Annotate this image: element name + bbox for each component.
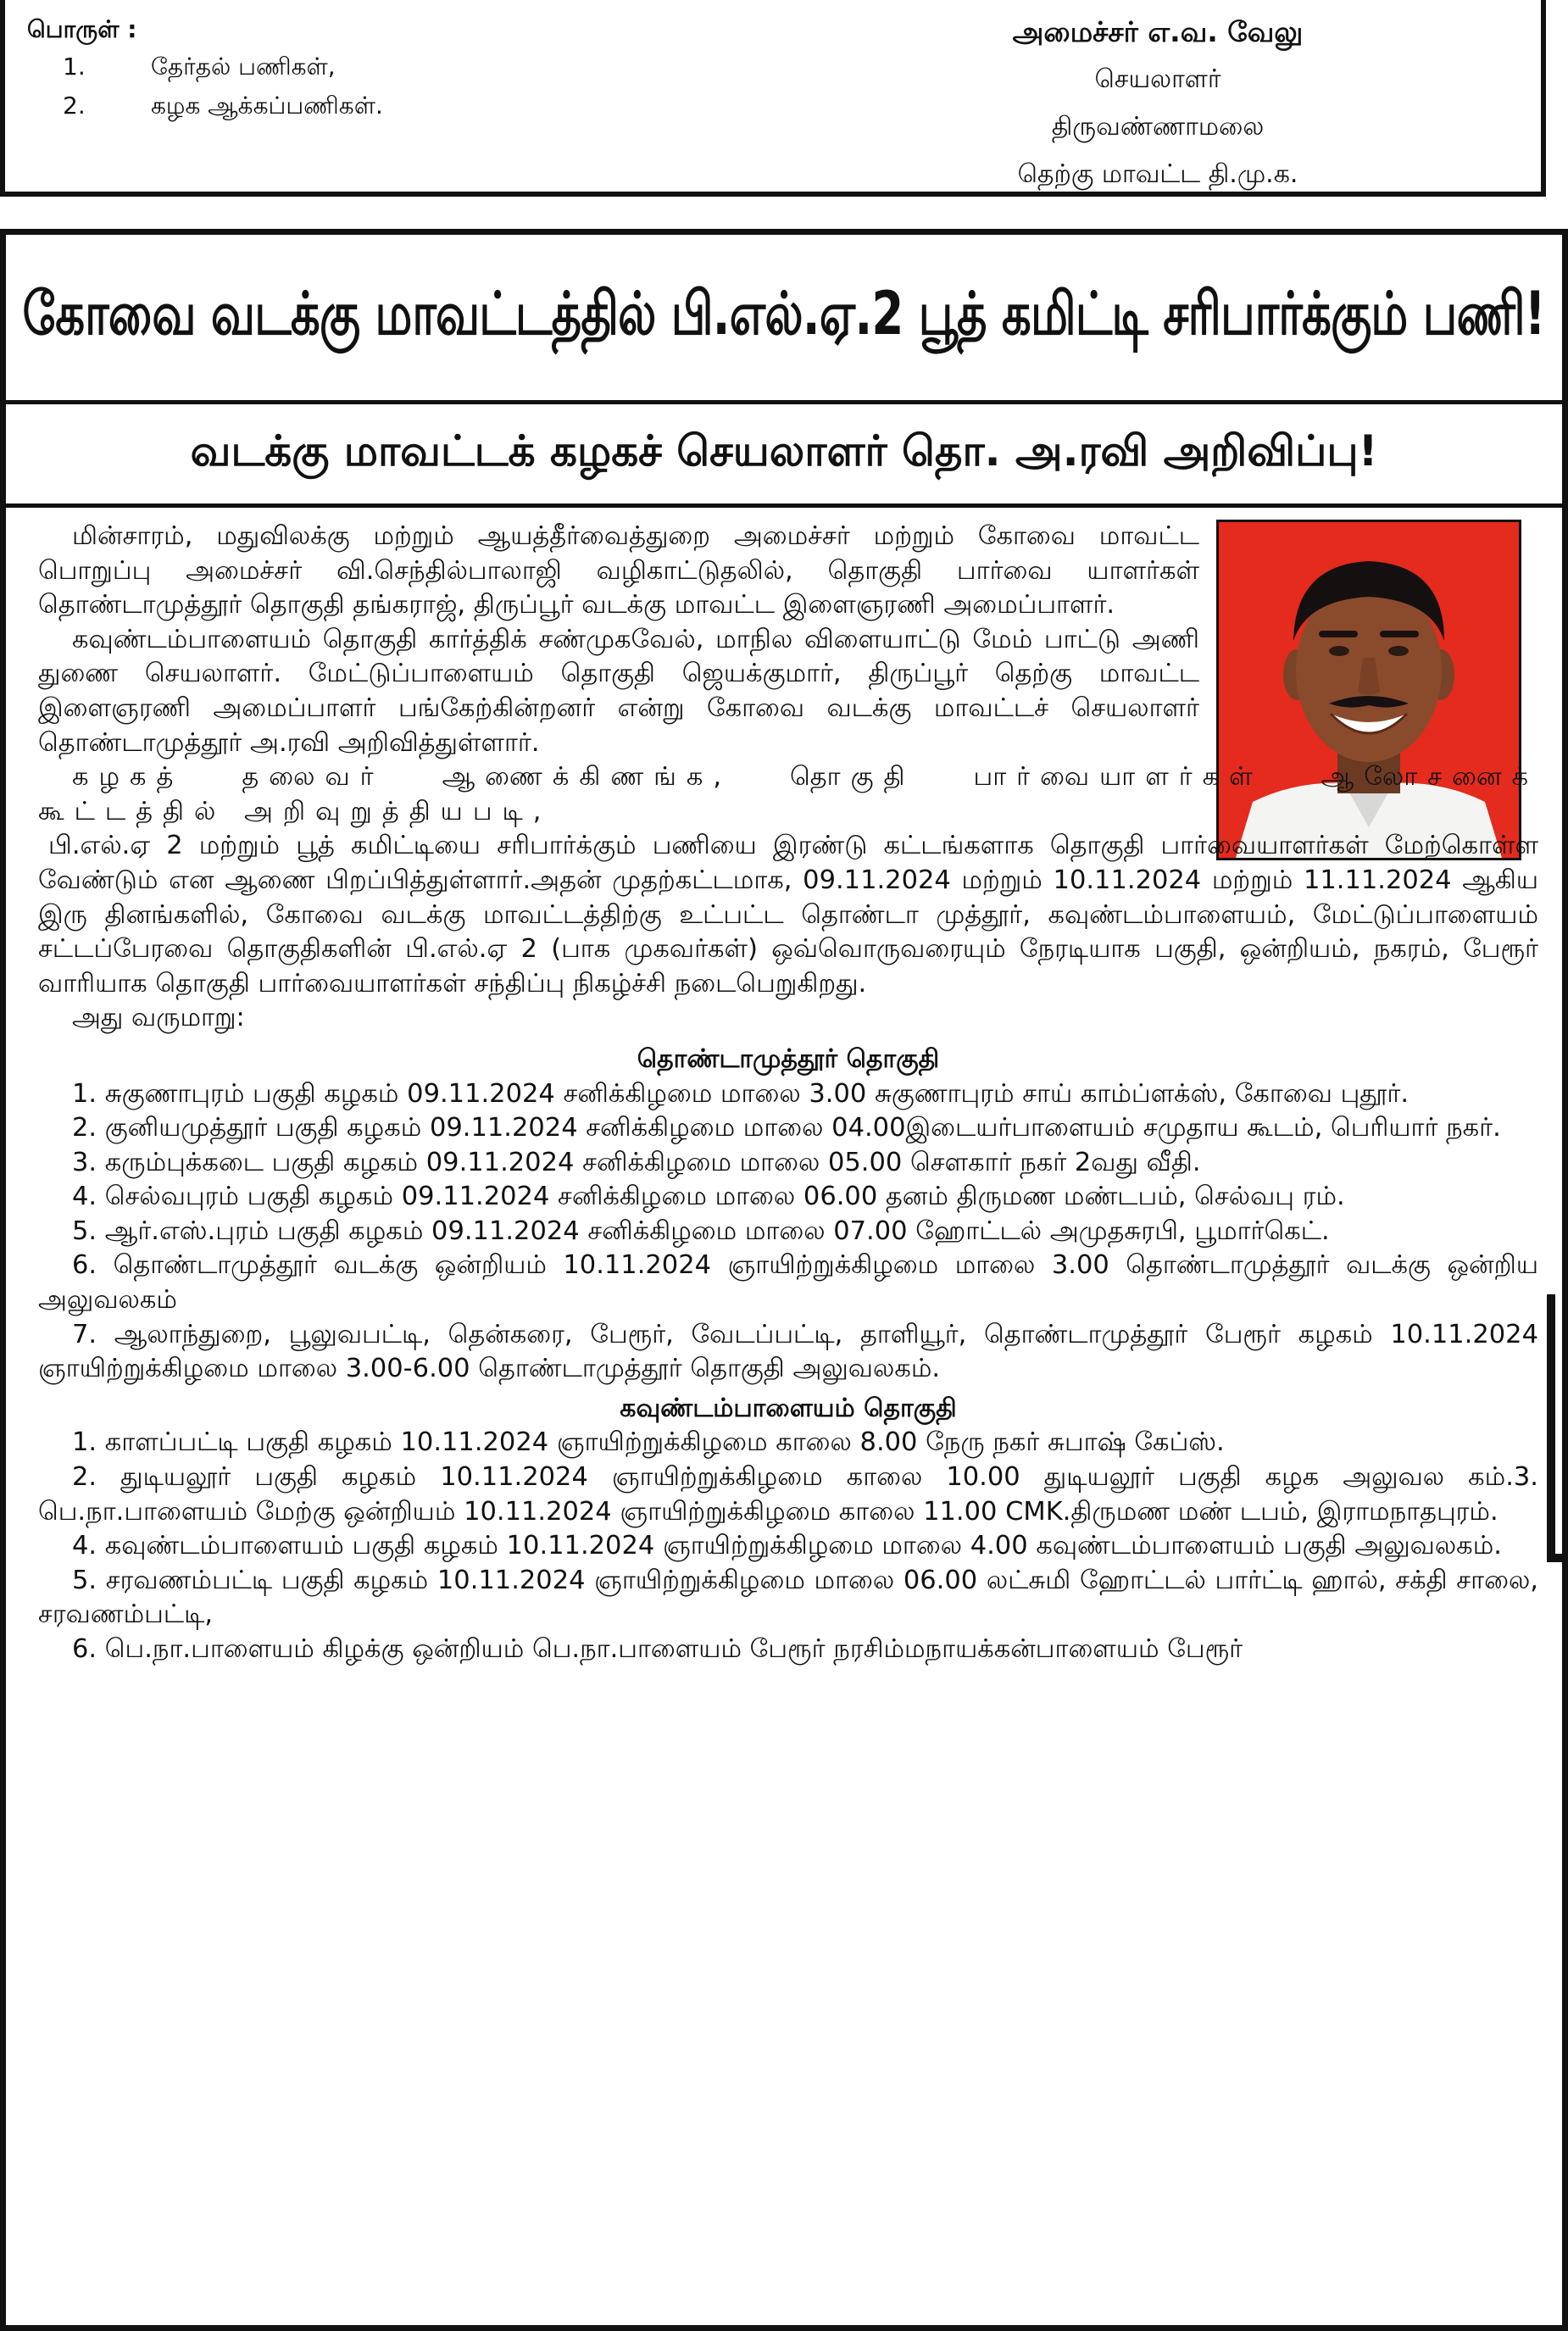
list-item: 7. ஆலாந்துறை, பூலுவபட்டி, தென்கரை, பேரூர், வேடப்பட்டி, தாளியூர், தொண்டாமுத்தூர் பேரூர் கழகம் 10.11.2024 ஞாயிற்றுக்கிழமை மாலை 3.00-6.00 தொண்டாமுத்தூர் தொகுதி அலுவலகம். bbox=[38, 1319, 1538, 1384]
article-paragraph: பி.எல்.ஏ 2 மற்றும் பூத் கமிட்டியை சரிபார்க்கும் பணியை இரண்டு கட்டங்களாக தொகுதி பார்வையாளர்கள் மேற்கொள்ள வேண்டும் என ஆணை பிறப்பித்துள்ளார்.அதன் முதற்கட்டமாக, 09.11.2024 மற்றும் 10.11.2024 மற்றும் 11.11.2024 ஆகிய இரு தினங்களில், கோவை வடக்கு மாவட்டத்திற்கு உட்பட்ட தொண்டா முத்தூர், கவுண்டம்பாளையம், மேட்டுப்பாளையம் சட்டப்பேரவை தொகுதிகளின் பி.எல்.ஏ 2 (பாக முகவர்கள்) ஒவ்வொருவரையும் நேரடியாக பகுதி, ஒன்றியம், நகரம், பேரூர் வாரியாக தொகுதி பார்வையாளர்கள் சந்திப்பு நிகழ்ச்சி நடைபெறுகிறது. bbox=[38, 831, 1538, 999]
article-paragraph: மின்சாரம், மதுவிலக்கு மற்றும் ஆயத்தீர்வைத்துறை அமைச்சர் மற்றும் கோவை மாவட்ட பொறுப்பு அமைச்சர் வி.செந்தில்பாலாஜி வழிகாட்டுதலில், தொகுதி பார்வை யாளர்கள் தொண்டாமுத்தூர் தொகுதி தங்கராஜ், திருப்பூர் வடக்கு மாவட்ட இளைஞரணி அமைப்பாளர். bbox=[38, 521, 1199, 620]
subject-number: 2. bbox=[63, 92, 86, 120]
article-paragraph: கவுண்டம்பாளையம் தொகுதி கார்த்திக் சண்முகவேல், மாநில விளையாட்டு மேம் பாட்டு அணி துணை செயலாளர். மேட்டுப்பாளையம் தொகுதி ஜெயக்குமார், திருப்பூர் தெற்கு மாவட்ட இளைஞரணி அமைப்பாளர் பங்கேற்கின்றனர் என்று கோவை வடக்கு மாவட்டச் செயலாளர் தொண்டாமுத்தூர் அ.ரவி அறிவித்துள்ளார். bbox=[38, 624, 1199, 758]
list-item: 2. துடியலூர் பகுதி கழகம் 10.11.2024 ஞாயிற்றுக்கிழமை காலை 10.00 துடியலூர் பகுதி கழக அலுவல கம்.3. பெ.நா.பாளையம் மேற்கு ஒன்றியம் 10.11.2024 ஞாயிற்றுக்கிழமை காலை 11.00 CMK.திருமண மண் டபம், இராமநாதபுரம். bbox=[38, 1462, 1538, 1527]
signatory-unit: தெற்கு மாவட்ட தி.மு.க. bbox=[1017, 159, 1298, 189]
list-item: 6. தொண்டாமுத்தூர் வடக்கு ஒன்றியம் 10.11.2024 ஞாயிற்றுக்கிழமை மாலை 3.00 தொண்டாமுத்தூர் வடக்கு ஒன்றிய அலுவலகம் bbox=[38, 1250, 1538, 1316]
signatory-name: அமைச்சர் எ.வ. வேலு bbox=[1012, 15, 1304, 48]
news-article-box bbox=[0, 229, 1568, 2331]
signatory-district: திருவண்ணாமலை bbox=[1051, 112, 1265, 142]
subject-number: 1. bbox=[63, 53, 86, 81]
subject-label: பொருள் : bbox=[27, 15, 137, 43]
article-paragraph: கழகத் தலைவர் ஆணைக்கிணங்க, தொகுதி பார்வையாளர்கள் ஆலோசனைக் கூட்டத்தில் அறிவுறுத்தியபடி, bbox=[38, 762, 1538, 826]
list-item: 6. பெ.நா.பாளையம் கிழக்கு ஒன்றியம் பெ.நா.பாளையம் பேரூர் நரசிம்மநாயக்கன்பாளையம் பேரூர் bbox=[72, 1634, 1243, 1664]
signatory-title: செயலாளர் bbox=[1094, 64, 1221, 94]
decorative-rule bbox=[1547, 1554, 1568, 1562]
letter-header-box bbox=[0, 0, 1546, 197]
subheadline bbox=[6, 404, 1562, 508]
subject-text: தேர்தல் பணிகள், bbox=[151, 53, 336, 81]
list-item: 3. கரும்புக்கடை பகுதி கழகம் 09.11.2024 சனிக்கிழமை மாலை 05.00 சௌகார் நகர் 2வது வீதி. bbox=[72, 1147, 1201, 1177]
headline bbox=[6, 235, 1562, 404]
list-item: 2. குனியமுத்தூர் பகுதி கழகம் 09.11.2024 சனிக்கிழமை மாலை 04.00இடையர்பாளையம் சமுதாய கூடம், பெரியார் நகர். bbox=[72, 1113, 1501, 1143]
section-heading: கவுண்டம்பாளையம் தொகுதி bbox=[620, 1393, 957, 1423]
decorative-rule bbox=[1547, 1294, 1555, 1559]
signature-block bbox=[980, 8, 1336, 198]
list-item: 1. காளப்பட்டி பகுதி கழகம் 10.11.2024 ஞாயிற்றுக்கிழமை காலை 8.00 நேரு நகர் சுபாஷ் கேப்ஸ். bbox=[72, 1427, 1225, 1458]
section-heading: தொண்டாமுத்தூர் தொகுதி bbox=[637, 1043, 940, 1074]
list-item: 5. சரவணம்பட்டி பகுதி கழகம் 10.11.2024 ஞாயிற்றுக்கிழமை மாலை 06.00 லட்சுமி ஹோட்டல் பார்ட்டி ஹால், சக்தி சாலை, சரவணம்பட்டி, bbox=[38, 1565, 1538, 1630]
subheadline-text: வடக்கு மாவட்டக் கழகச் செயலாளர் தொ. அ.ரவி அறிவிப்பு! bbox=[190, 426, 1378, 476]
list-item: 5. ஆர்.எஸ்.புரம் பகுதி கழகம் 09.11.2024 சனிக்கிழமை மாலை 07.00 ஹோட்டல் அமுதசுரபி, பூமார்கெட். bbox=[72, 1216, 1330, 1246]
list-item: 4. செல்வபுரம் பகுதி கழகம் 09.11.2024 சனிக்கிழமை மாலை 06.00 தனம் திருமண மண்டபம், செல்வபு ரம். bbox=[72, 1182, 1345, 1212]
article-body bbox=[38, 520, 1538, 1667]
list-item: 1. சுகுணாபுரம் பகுதி கழகம் 09.11.2024 சனிக்கிழமை மாலை 3.00 சுகுணாபுரம் சாய் காம்ப்ளக்ஸ், கோவை புதூர். bbox=[72, 1078, 1410, 1109]
subject-text: கழக ஆக்கப்பணிகள். bbox=[151, 92, 383, 120]
list-item: 4. கவுண்டம்பாளையம் பகுதி கழகம் 10.11.2024 ஞாயிற்றுக்கிழமை மாலை 4.00 கவுண்டம்பாளையம் பகுதி அலுவலகம். bbox=[72, 1531, 1502, 1561]
headline-text: கோவை வடக்கு மாவட்டத்தில் பி.எல்.ஏ.2 பூத் கமிட்டி சரிபார்க்கும் பணி! bbox=[22, 279, 1546, 348]
article-paragraph: அது வருமாறு: bbox=[72, 1003, 245, 1033]
